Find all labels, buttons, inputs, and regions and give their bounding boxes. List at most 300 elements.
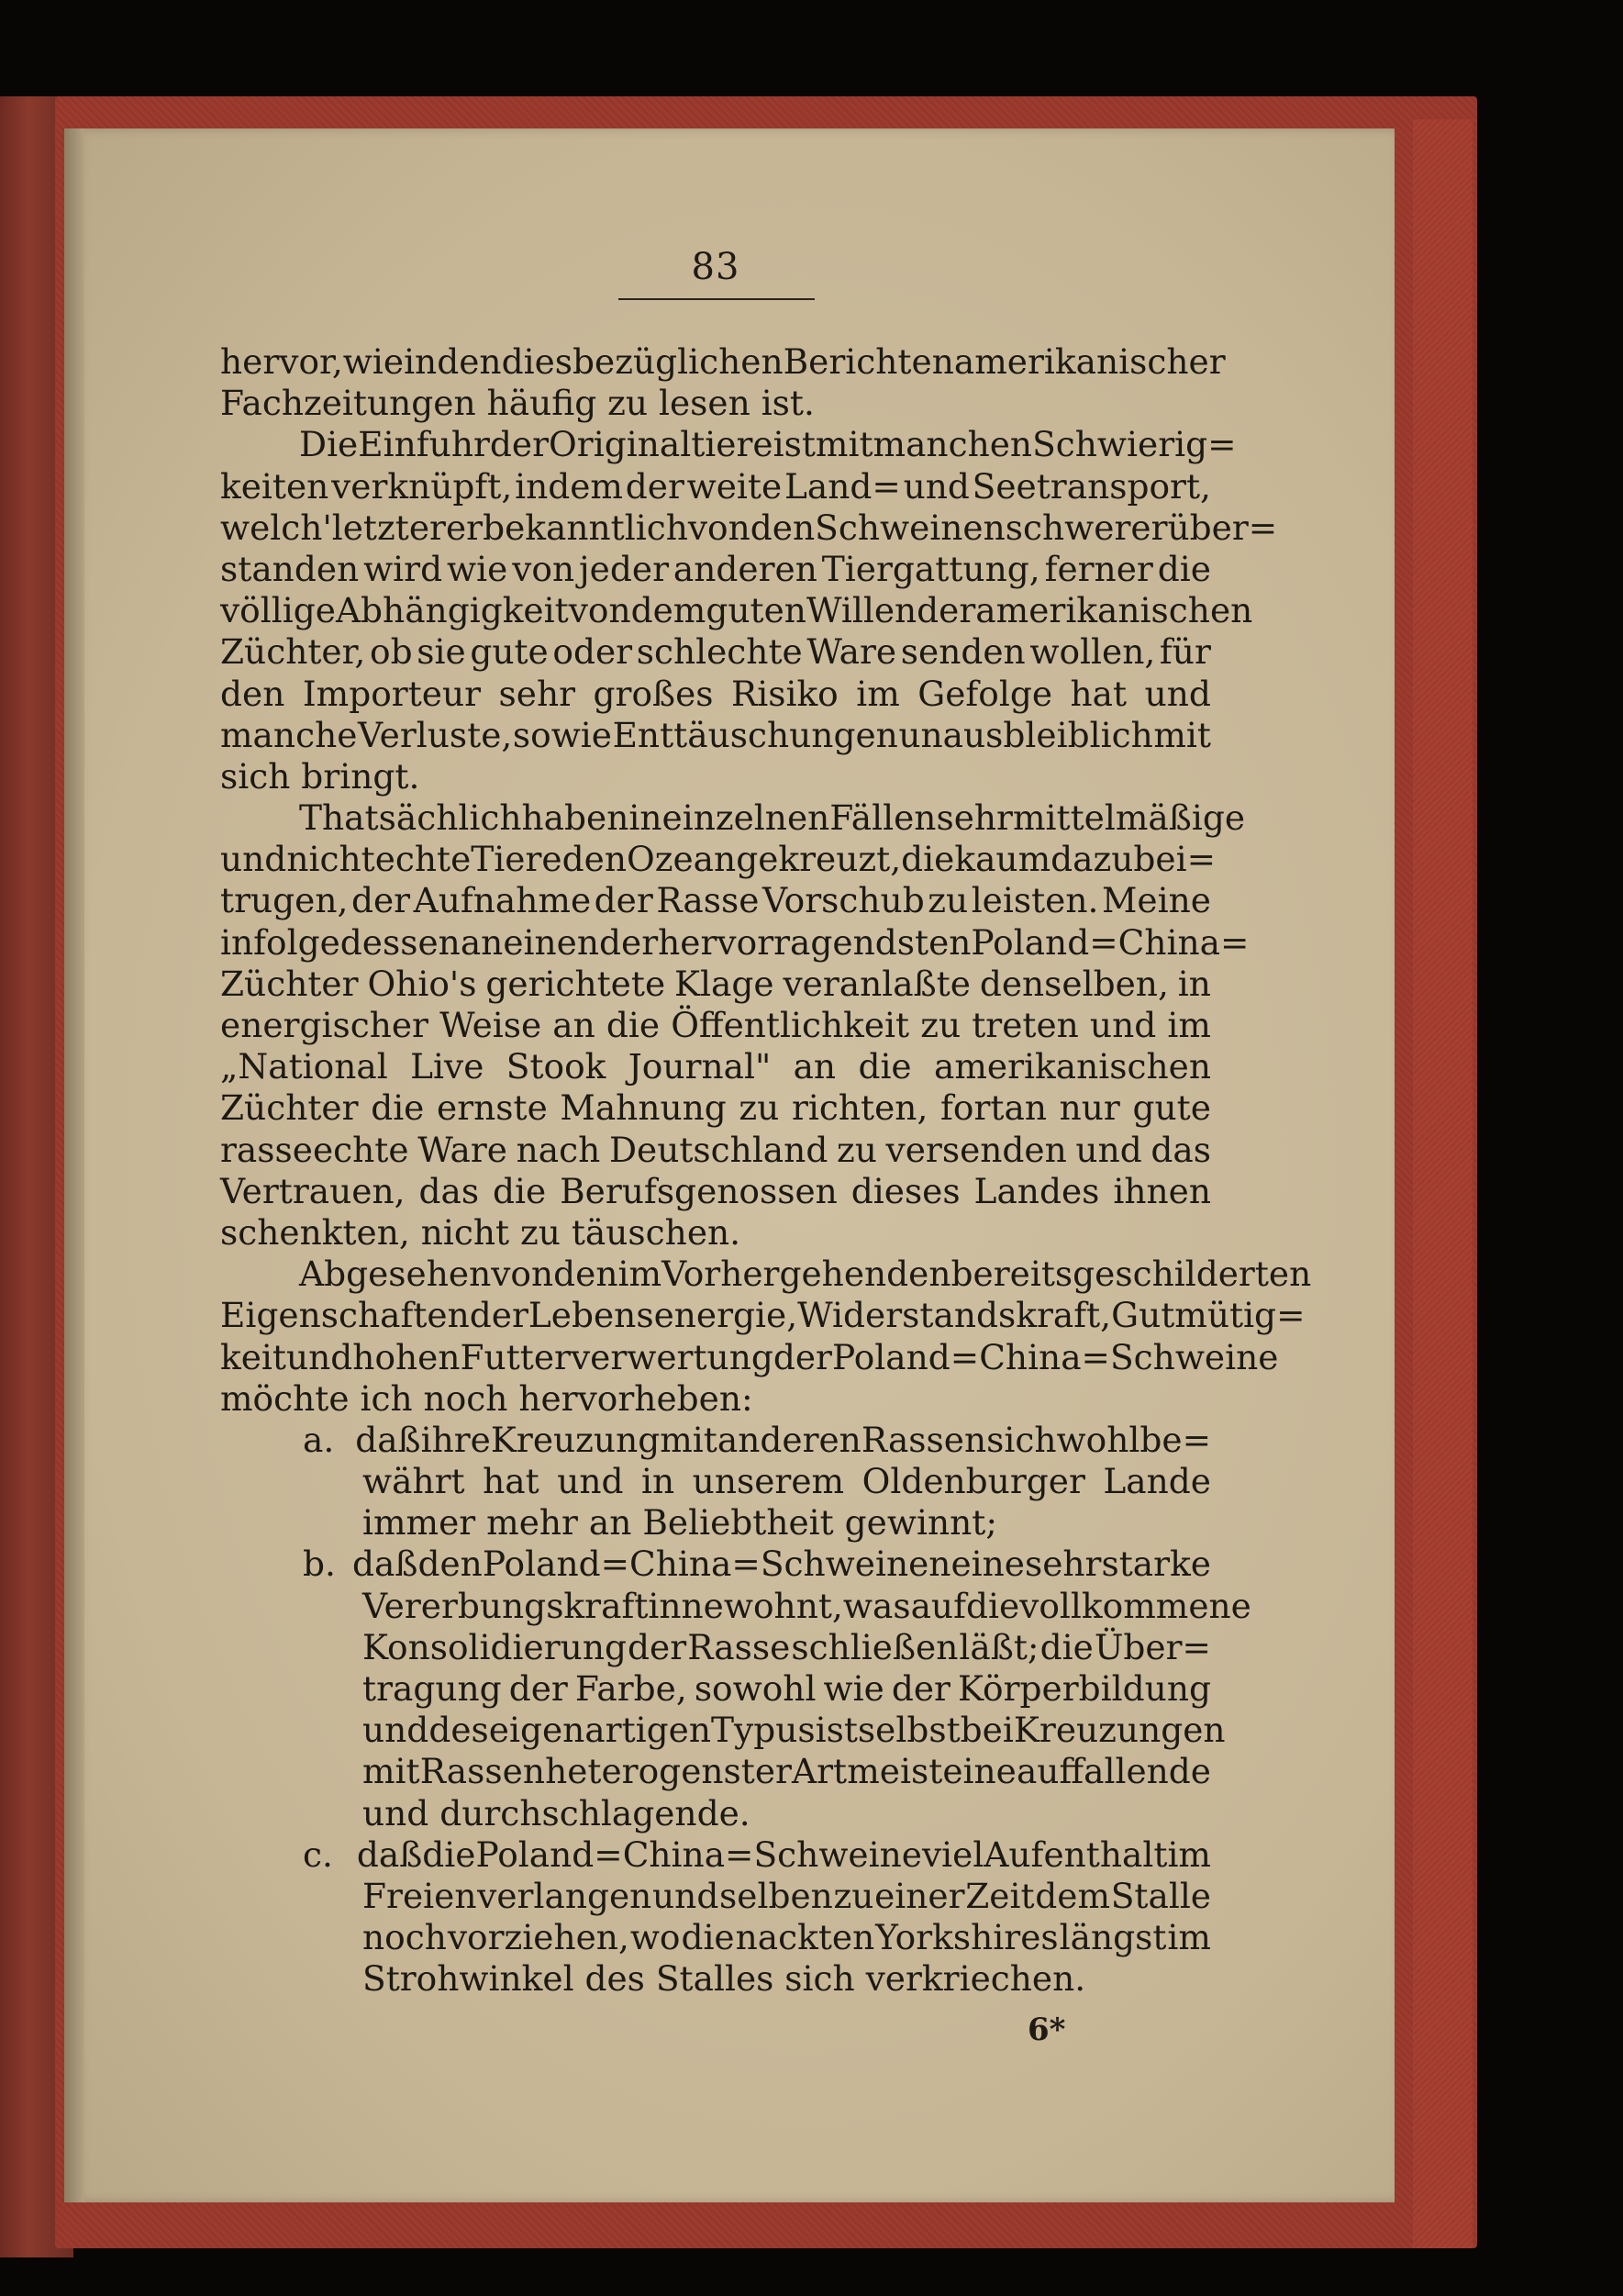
- word: Weise: [439, 1005, 542, 1045]
- word: unserem: [692, 1461, 845, 1502]
- word: in: [641, 1461, 675, 1502]
- word: von: [568, 590, 631, 631]
- word: manche: [220, 714, 358, 755]
- word: vorziehen,: [447, 1917, 629, 1958]
- word: Risiko: [730, 673, 839, 714]
- word: Aufnahme: [413, 880, 592, 921]
- word: wird: [363, 548, 443, 589]
- word: Vertrauen,: [220, 1170, 406, 1211]
- word: indem: [515, 465, 623, 507]
- text-line: [220, 1751, 1211, 1792]
- text-line: [220, 1585, 1251, 1627]
- word: sehr: [498, 673, 576, 714]
- word: Widerstandskraft,: [797, 1295, 1112, 1336]
- word: trugen,: [220, 880, 349, 921]
- word: hervor,: [220, 341, 343, 382]
- word: zu: [739, 1087, 780, 1129]
- word: die: [901, 839, 955, 880]
- text-line: [220, 797, 1246, 839]
- word: verknüpft,: [331, 465, 513, 507]
- text-line: Strohwinkel des Stalles sich verkriechen.: [362, 1958, 1086, 2000]
- text-line: Fachzeitungen häufig zu lesen ist.: [220, 383, 815, 424]
- word: Schwierig=: [1032, 424, 1237, 465]
- word: im: [856, 673, 900, 714]
- word: Lande: [1103, 1461, 1211, 1502]
- text-line: [220, 549, 1211, 590]
- text-line: möchte ich noch hervorheben:: [220, 1377, 753, 1419]
- word: zu: [836, 1129, 877, 1170]
- word: nicht: [286, 839, 375, 880]
- word: der: [891, 1668, 950, 1709]
- word: in: [628, 797, 662, 839]
- page-number: 83: [691, 246, 740, 288]
- word: Meine: [1101, 880, 1211, 921]
- word: sie: [417, 631, 466, 673]
- word: energischer: [220, 1005, 428, 1045]
- word: standen: [220, 548, 360, 589]
- word: anderen: [673, 548, 817, 589]
- word: „National: [220, 1046, 388, 1087]
- word: Ozean: [626, 839, 737, 880]
- word: mit: [815, 424, 873, 465]
- word: Züchter: [220, 963, 359, 1004]
- word: starke: [1101, 1544, 1211, 1585]
- word: ist: [773, 424, 816, 465]
- word: haben: [521, 797, 629, 839]
- word: nur: [1059, 1087, 1120, 1129]
- word: der: [625, 465, 684, 507]
- word: einer: [874, 1875, 965, 1916]
- word: Tiergattung,: [821, 548, 1040, 589]
- word: Gefolge: [917, 673, 1053, 714]
- word: Enttäuschungen: [612, 714, 898, 755]
- word: kaum: [954, 839, 1051, 880]
- word: dessen: [339, 921, 461, 963]
- text-line: [220, 1668, 1211, 1710]
- text-line: immer mehr an Beliebtheit gewinnt;: [362, 1502, 997, 1544]
- word: richten,: [791, 1087, 928, 1129]
- text-line: [220, 1130, 1211, 1171]
- word: an: [552, 1005, 595, 1045]
- word: die: [606, 1005, 661, 1045]
- word: mit: [660, 1419, 717, 1460]
- word: Lebensenergie,: [528, 1295, 798, 1336]
- word: die: [681, 1917, 735, 1958]
- text-line: [220, 715, 1211, 756]
- word: daß: [355, 1419, 421, 1460]
- word: wo: [629, 1917, 681, 1958]
- word: die: [1157, 548, 1211, 589]
- word: heterogenster: [545, 1751, 792, 1792]
- word: letzterer: [331, 507, 484, 548]
- word: Verluste,: [357, 714, 513, 755]
- word: Ware: [806, 631, 897, 673]
- text-line: [220, 1254, 1312, 1295]
- word: Stalle: [1110, 1875, 1211, 1916]
- word: Schweinen: [815, 507, 1006, 548]
- word: leisten.: [971, 880, 1099, 921]
- word: die: [965, 1585, 1020, 1626]
- word: eine: [950, 1544, 1025, 1585]
- word: keit: [220, 1336, 286, 1377]
- word: den: [750, 507, 816, 548]
- word: wie: [447, 548, 508, 589]
- word: welch': [220, 507, 332, 548]
- word: von: [491, 1254, 554, 1295]
- word: amerikanischen: [934, 1046, 1211, 1087]
- word: gute: [1132, 1087, 1211, 1129]
- printer-signature-mark: 6*: [1028, 2012, 1066, 2048]
- word: Oldenburger: [862, 1461, 1085, 1502]
- word: Deutschland: [608, 1129, 828, 1170]
- word: sich: [986, 1419, 1057, 1460]
- word: nackten: [735, 1917, 875, 1958]
- word: über=: [1167, 507, 1278, 548]
- word: den: [437, 341, 502, 382]
- word: weite: [686, 465, 783, 507]
- word: Originaltiere: [549, 424, 773, 465]
- word: senden: [900, 631, 1026, 673]
- word: Die: [299, 424, 359, 465]
- word: von: [687, 507, 750, 548]
- word: ob: [370, 631, 413, 673]
- word: fortan: [940, 1087, 1047, 1129]
- text-line: [220, 880, 1211, 921]
- page-body-text: [220, 341, 1312, 2001]
- word: der: [773, 1336, 832, 1377]
- word: Vorhergehenden: [661, 1254, 951, 1295]
- word: der: [599, 921, 659, 963]
- word: Freien: [362, 1875, 477, 1916]
- word: Stook: [506, 1046, 606, 1087]
- word: geschilderten: [1073, 1254, 1312, 1295]
- word: der: [508, 1668, 568, 1709]
- word: gute: [470, 631, 549, 673]
- word: und: [220, 839, 287, 880]
- word: Art: [792, 1751, 848, 1792]
- word: Poland=China=: [971, 921, 1250, 963]
- word: mittelmäßige: [1012, 797, 1246, 839]
- word: mit: [1153, 714, 1211, 755]
- word: einen: [503, 921, 600, 963]
- word: treten: [972, 1005, 1079, 1045]
- word: der: [489, 424, 550, 465]
- word: Züchter,: [220, 631, 366, 673]
- list-item-b-first-line: [220, 1544, 1211, 1585]
- word: innewohnt,: [648, 1585, 843, 1626]
- word: großes: [593, 673, 714, 714]
- word: Yorkshires: [875, 1917, 1059, 1958]
- word: Futterverwertung: [460, 1336, 773, 1377]
- word: Poland=China=Schweinen: [482, 1544, 951, 1585]
- word: die: [492, 1170, 547, 1211]
- word: Kreuzungen: [1013, 1710, 1226, 1751]
- word: und: [285, 1336, 353, 1377]
- text-line: [355, 1420, 1211, 1461]
- word: den: [417, 1544, 483, 1585]
- word: Ware: [417, 1129, 507, 1170]
- word: eine: [942, 1751, 1017, 1792]
- word: Farbe,: [574, 1668, 687, 1709]
- text-line: [220, 921, 1250, 964]
- word: den: [553, 1254, 618, 1295]
- text-line: [220, 1295, 1306, 1336]
- word: Körperbildung: [958, 1668, 1211, 1709]
- word: selbst: [857, 1710, 961, 1751]
- header-rule: [618, 298, 815, 300]
- word: Live: [410, 1046, 484, 1087]
- word: Berufsgenossen: [560, 1170, 838, 1211]
- word: Abgesehen: [299, 1254, 492, 1295]
- word: wie: [823, 1668, 884, 1709]
- word: ist: [815, 1710, 858, 1751]
- word: im: [1167, 1917, 1211, 1958]
- page-gutter: [64, 128, 84, 2202]
- text-line: [220, 1087, 1211, 1129]
- word: im: [1167, 1833, 1211, 1875]
- word: bei: [960, 1710, 1014, 1751]
- word: Öffentlichkeit: [671, 1005, 910, 1045]
- word: den: [220, 673, 285, 714]
- word: währt: [362, 1461, 465, 1502]
- word: und: [903, 465, 970, 507]
- word: Tiere: [471, 839, 562, 880]
- text-line: [220, 1171, 1211, 1212]
- word: schließen: [791, 1626, 959, 1667]
- word: schlechte: [636, 631, 803, 673]
- word: Land=: [784, 465, 901, 507]
- word: im: [1167, 1005, 1211, 1045]
- word: wie: [342, 341, 405, 382]
- list-label: c.: [303, 1833, 333, 1875]
- word: gerichtete: [485, 963, 666, 1004]
- text-line: [220, 674, 1211, 715]
- word: rasseechte: [220, 1129, 409, 1170]
- word: bereits: [950, 1254, 1073, 1295]
- text-line: [220, 1627, 1211, 1668]
- word: keiten: [220, 465, 329, 507]
- word: die: [371, 1087, 425, 1129]
- word: jeder: [579, 548, 669, 589]
- word: in: [1177, 963, 1211, 1004]
- word: denselben,: [979, 963, 1169, 1004]
- word: meist: [847, 1751, 943, 1792]
- word: der: [594, 880, 653, 921]
- word: sehr: [936, 797, 1013, 839]
- book-cover-right-edge: [1413, 119, 1473, 2248]
- word: von: [512, 548, 575, 589]
- word: Rassen: [419, 1751, 545, 1792]
- text-line: [220, 631, 1211, 673]
- word: Gutmütig=: [1111, 1295, 1306, 1336]
- word: einzelnen: [661, 797, 830, 839]
- word: den: [561, 839, 627, 880]
- list-label: b.: [303, 1544, 336, 1585]
- text-line: sich bringt.: [220, 755, 420, 797]
- word: dazu: [1051, 839, 1134, 880]
- word: der: [469, 1295, 528, 1336]
- word: Klage: [674, 963, 774, 1004]
- word: gekreuzt,: [736, 839, 902, 880]
- text-line: [220, 507, 1278, 549]
- text-line: [220, 1005, 1211, 1046]
- word: das: [418, 1170, 480, 1211]
- word: manchen: [873, 424, 1033, 465]
- word: wohl: [1056, 1419, 1140, 1460]
- word: zu: [920, 1005, 962, 1045]
- word: die: [422, 1833, 476, 1875]
- text-line: [352, 1544, 1211, 1585]
- word: Poland=China=Schweine: [831, 1336, 1279, 1377]
- word: Poland=China=Schweine: [475, 1833, 922, 1875]
- text-line: [220, 1710, 1226, 1751]
- word: Mahnung: [560, 1087, 727, 1129]
- word: der: [917, 590, 976, 631]
- word: hervorragendsten: [658, 921, 972, 963]
- word: und: [1144, 673, 1211, 714]
- text-line: [220, 1336, 1279, 1378]
- word: der: [628, 1626, 687, 1667]
- list-item-a-first-line: [220, 1420, 1211, 1461]
- word: Kreuzung: [490, 1419, 661, 1460]
- word: Thatsächlich: [299, 797, 522, 839]
- word: Seetransport,: [972, 465, 1211, 507]
- list-label: a.: [303, 1419, 335, 1460]
- word: sehr: [1024, 1544, 1102, 1585]
- word: oder: [552, 631, 633, 673]
- text-line: [220, 1876, 1211, 1917]
- word: sowohl: [694, 1668, 817, 1709]
- word: verlangen: [477, 1875, 652, 1916]
- text-line: [220, 1461, 1211, 1502]
- text-line: [220, 590, 1253, 631]
- word: vollkommene: [1019, 1585, 1251, 1626]
- word: anderen: [717, 1419, 862, 1460]
- text-line: [220, 341, 1226, 383]
- word: Typus: [711, 1710, 816, 1751]
- word: Rasse: [656, 880, 760, 921]
- word: das: [1151, 1129, 1211, 1170]
- word: infolge: [220, 921, 340, 963]
- word: völlige: [220, 590, 336, 631]
- word: auffallende: [1016, 1751, 1211, 1792]
- word: und: [1075, 1129, 1142, 1170]
- word: ihnen: [1113, 1170, 1211, 1211]
- word: der: [350, 880, 411, 921]
- text-line: [220, 1917, 1211, 1958]
- word: und: [557, 1461, 624, 1502]
- word: eigenartigen: [488, 1710, 711, 1751]
- text-line: schenkten, nicht zu täuschen.: [220, 1211, 741, 1253]
- word: Eigenschaften: [220, 1295, 470, 1336]
- word: zu: [833, 1875, 874, 1916]
- word: die: [1039, 1626, 1094, 1667]
- word: mit: [362, 1751, 420, 1792]
- word: selben: [719, 1875, 833, 1916]
- word: Rasse: [687, 1626, 791, 1667]
- word: ernste: [437, 1087, 548, 1129]
- word: Abhängigkeit: [335, 590, 569, 631]
- list-item-c-first-line: [220, 1834, 1211, 1876]
- word: Berichten: [783, 341, 954, 382]
- word: und: [362, 1710, 429, 1751]
- text-line: [220, 964, 1211, 1005]
- word: bei=: [1133, 839, 1217, 880]
- word: Züchter: [220, 1087, 359, 1129]
- word: läßt;: [959, 1626, 1039, 1667]
- word: Importeur: [302, 673, 482, 714]
- word: bekanntlich: [483, 507, 688, 548]
- word: an: [793, 1046, 837, 1087]
- word: auf: [910, 1585, 966, 1626]
- word: schwerer: [1005, 507, 1168, 548]
- word: dem: [1035, 1875, 1111, 1916]
- word: versenden: [885, 1129, 1067, 1170]
- word: und: [652, 1875, 719, 1916]
- word: an: [460, 921, 504, 963]
- word: Konsolidierung: [362, 1626, 627, 1667]
- word: Vorschub: [762, 880, 925, 921]
- text-line: [220, 424, 1237, 465]
- word: veranlaßte: [783, 963, 971, 1004]
- word: dem: [630, 590, 706, 631]
- word: tragung: [362, 1668, 502, 1709]
- word: hat: [1070, 673, 1128, 714]
- word: hat: [483, 1461, 539, 1502]
- word: daß: [352, 1544, 418, 1585]
- word: Landes: [973, 1170, 1100, 1211]
- word: längst: [1059, 1917, 1167, 1958]
- word: Journal": [628, 1046, 772, 1087]
- word: und: [1089, 1005, 1157, 1045]
- word: ihre: [420, 1419, 491, 1460]
- word: Über=: [1094, 1626, 1211, 1667]
- word: zu: [928, 880, 969, 921]
- text-line: [220, 466, 1211, 507]
- word: ferner: [1044, 548, 1153, 589]
- word: noch: [362, 1917, 447, 1958]
- word: Rassen: [861, 1419, 987, 1460]
- word: Fällen: [829, 797, 937, 839]
- word: Aufenthalt: [984, 1833, 1168, 1875]
- word: diesbezüglichen: [501, 341, 784, 382]
- word: viel: [921, 1833, 984, 1875]
- word: nach: [516, 1129, 601, 1170]
- word: in: [404, 341, 438, 382]
- word: Ohio's: [367, 963, 477, 1004]
- word: die: [858, 1046, 912, 1087]
- word: sowie: [512, 714, 612, 755]
- word: be=: [1139, 1419, 1211, 1460]
- word: amerikanischer: [953, 341, 1226, 382]
- word: im: [617, 1254, 662, 1295]
- text-line: und durchschlagende.: [362, 1792, 750, 1833]
- word: hohen: [352, 1336, 461, 1377]
- word: Vererbungskraft: [362, 1585, 649, 1626]
- word: was: [842, 1585, 911, 1626]
- word: Einfuhr: [358, 424, 490, 465]
- word: Zeit: [965, 1875, 1035, 1916]
- word: amerikanischen: [975, 590, 1253, 631]
- word: unausbleiblich: [898, 714, 1153, 755]
- text-line: [357, 1834, 1211, 1876]
- word: dieses: [850, 1170, 961, 1211]
- word: wollen,: [1029, 631, 1156, 673]
- word: für: [1159, 631, 1211, 673]
- word: Willen: [806, 590, 917, 631]
- text-line: [220, 839, 1217, 880]
- word: daß: [356, 1833, 423, 1875]
